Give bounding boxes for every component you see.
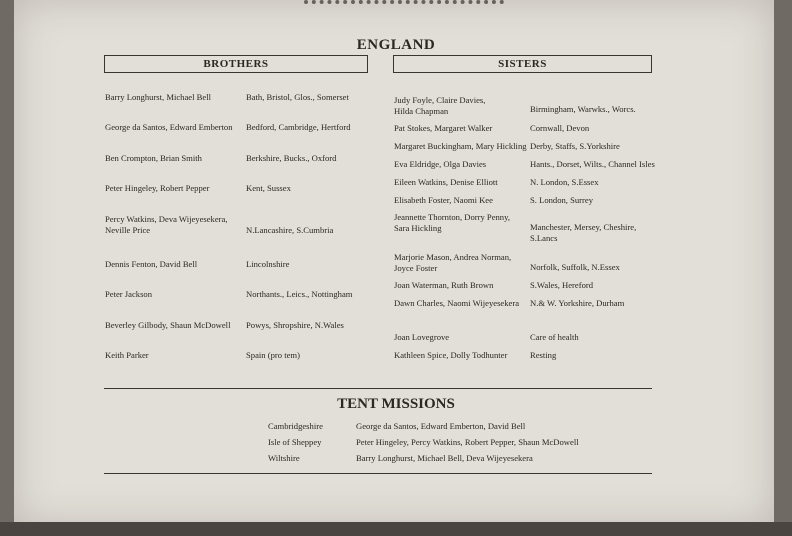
sister-area: N.& W. Yorkshire, Durham [530, 298, 625, 308]
sister-names: Margaret Buckingham, Mary Hickling [394, 141, 527, 151]
brother-area: Lincolnshire [246, 259, 290, 269]
sister-names: Judy Foyle, Claire Davies, Hilda Chapman [394, 95, 486, 116]
sister-area: Manchester, Mersey, Cheshire, S.Lancs [530, 222, 637, 243]
sister-area: Cornwall, Devon [530, 123, 590, 133]
brothers-heading: BROTHERS [104, 55, 368, 73]
page-title: ENGLAND [356, 37, 436, 53]
sister-names: Pat Stokes, Margaret Walker [394, 123, 493, 133]
divider-bottom [104, 473, 652, 474]
brother-area: Powys, Shropshire, N.Wales [246, 320, 344, 330]
brother-area: Bath, Bristol, Glos., Somerset [246, 92, 349, 102]
tent-place: Isle of Sheppey [268, 437, 322, 447]
sister-area: S.Wales, Hereford [530, 280, 594, 290]
sister-names: Joan Lovegrove [394, 332, 450, 342]
brother-names: Beverley Gilbody, Shaun McDowell [105, 320, 231, 330]
sister-area: Hants., Dorset, Wilts., Channel Isles [530, 159, 655, 169]
sister-names: Eva Eldridge, Olga Davies [394, 159, 487, 169]
brother-area: Bedford, Cambridge, Hertford [246, 122, 351, 132]
sister-area: Norfolk, Suffolk, N.Essex [530, 262, 620, 272]
tent-names: George da Santos, Edward Emberton, David Bell [356, 421, 526, 431]
brother-names: Peter Hingeley, Robert Pepper [105, 183, 210, 193]
sister-area: N. London, S.Essex [530, 177, 599, 187]
sister-names: Jeannette Thornton, Dorry Penny, Sara Hickling [394, 212, 510, 233]
sister-area: S. London, Surrey [530, 195, 594, 205]
tent-missions-title: TENT MISSIONS [337, 396, 455, 412]
tent-names: Barry Longhurst, Michael Bell, Deva Wijeyesekera [356, 453, 533, 463]
brother-names: Dennis Fenton, David Bell [105, 259, 198, 269]
sister-area: Resting [530, 350, 557, 360]
sisters-heading: SISTERS [393, 55, 652, 73]
divider-top [104, 388, 652, 389]
sister-area: Care of health [530, 332, 579, 342]
tent-place: Cambridgeshire [268, 421, 323, 431]
tent-names: Peter Hingeley, Percy Watkins, Robert Pepper, Shaun McDowell [356, 437, 579, 447]
brother-names: Percy Watkins, Deva Wijeyesekera, Neville Price [105, 214, 228, 235]
brother-area: Northants., Leics., Nottingham [246, 289, 353, 299]
brother-names: Peter Jackson [105, 289, 153, 299]
brother-names: George da Santos, Edward Emberton [105, 122, 233, 132]
sister-area: Birmingham, Warwks., Worcs. [530, 104, 636, 114]
sister-names: Joan Waterman, Ruth Brown [394, 280, 494, 290]
brother-area: Kent, Sussex [246, 183, 291, 193]
brother-area: Berkshire, Bucks., Oxford [246, 153, 337, 163]
page-bottom-edge [0, 522, 792, 536]
brother-area: Spain (pro tem) [246, 350, 300, 360]
top-border-ornament [304, 0, 504, 10]
brother-names: Keith Parker [105, 350, 149, 360]
tent-place: Wiltshire [268, 453, 300, 463]
brother-names: Ben Crompton, Brian Smith [105, 153, 202, 163]
sister-names: Dawn Charles, Naomi Wijeyesekera [394, 298, 520, 308]
sister-names: Kathleen Spice, Dolly Todhunter [394, 350, 508, 360]
brother-names: Barry Longhurst, Michael Bell [105, 92, 211, 102]
sister-names: Elisabeth Foster, Naomi Kee [394, 195, 493, 205]
sister-names: Marjorie Mason, Andrea Norman, Joyce Foster [394, 252, 512, 273]
sister-names: Eileen Watkins, Denise Elliott [394, 177, 498, 187]
brother-area: N.Lancashire, S.Cumbria [246, 225, 334, 235]
sister-area: Derby, Staffs, S.Yorkshire [530, 141, 620, 151]
